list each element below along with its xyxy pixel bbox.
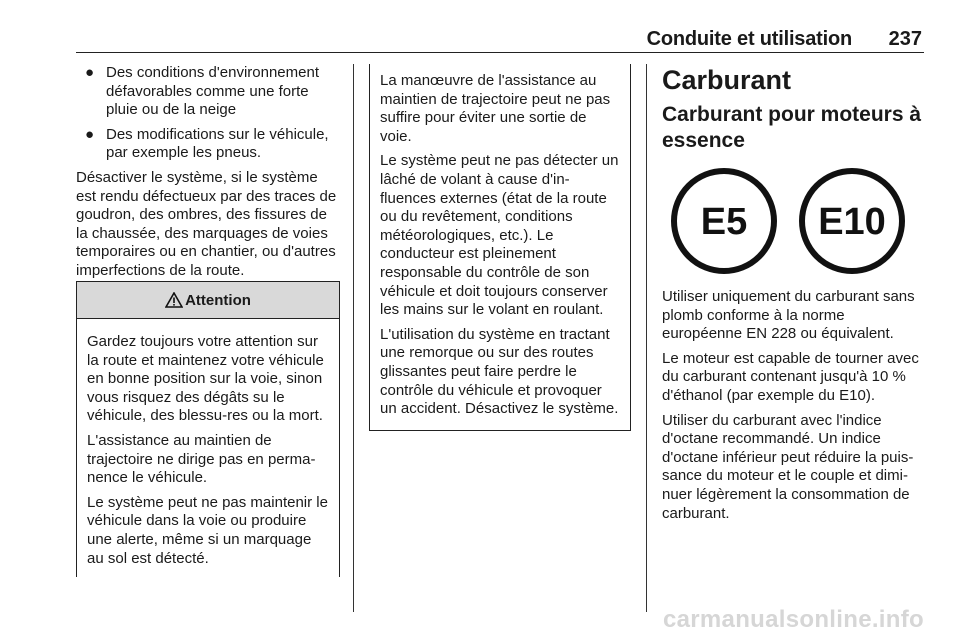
condition-list [76, 64, 341, 163]
attention-box [76, 281, 340, 577]
list-item [76, 64, 341, 120]
attention-paragraph: L'utilisation du système en tractant une remorque ou sur des routes glissantes peut faire perdre le contrôle du véhicule et provoquer un accident. Désactivez le système. [380, 325, 619, 418]
column-divider-1 [353, 64, 354, 612]
body-paragraph: Utiliser du carburant avec l'indice d'octane recommandé. Un indice d'octane inférieur peut réduire la puis-sance du moteur et le couple et dimi-nuer légèrement la consommation de carburant. [662, 411, 914, 522]
body-paragraph: Utiliser uniquement du carburant sans plomb conforme à la norme européenne EN 228 ou équivalent. [662, 288, 915, 343]
e5-logo-text: E5 [700, 201, 748, 243]
body-paragraph: Le moteur est capable de tourner avec du carburant contenant jusqu'à 10 % d'éthanol (par exemple du E10). [662, 349, 919, 404]
section-heading: Carburant [662, 65, 792, 95]
attention-paragraph: Gardez toujours votre attention sur la route et maintenez votre véhicule en bonne position sur la voie, sinon vous risquez des dégâts su le véhicule, des blessu-res ou la mort. [87, 333, 324, 425]
fuel-label-logos [662, 166, 926, 276]
attention-continuation-box [369, 64, 631, 431]
e10-logo-text: E10 [818, 201, 886, 243]
attention-header [77, 281, 339, 319]
attention-body [77, 319, 339, 568]
attention-paragraph: La manœuvre de l'assistance au maintien de trajectoire peut ne pas suffire pour éviter une sortie de voie. [380, 72, 611, 145]
column-1 [76, 64, 341, 287]
section-subheading: Carburant pour moteurs à essence [662, 103, 922, 152]
attention-title: Attention [185, 291, 251, 309]
warning-triangle-icon [165, 292, 183, 308]
attention-paragraph: Le système peut ne pas maintenir le véhicule dans la voie ou produire une alerte, même si un marquage au sol est détecté. [87, 493, 328, 567]
list-item-text: Des conditions d'environnement défavorables comme une forte pluie ou de la neige [106, 64, 319, 119]
attention-paragraph: Le système peut ne pas détecter un lâché de volant à cause d'in-fluences externes (état de la route ou du revêtement, conditions météorologiques, etc.). Le conducteur est pleinement responsable du contrôle de son véhicule et doit toujours conserver les mains sur le volant en roulant. [380, 152, 619, 319]
attention-continuation-body [370, 64, 630, 419]
body-paragraph: Désactiver le système, si le système est rendu défectueux par des traces de goudron, des ombres, des fissures de la chaussée, des marquages de voies temporaires ou en chantier, ou d'autres imperfections de la route. [76, 168, 337, 279]
list-item-text: Des modifications sur le véhicule, par exemple les pneus. [106, 125, 329, 162]
attention-paragraph: L'assistance au maintien de trajectoire ne dirige pas en perma-nence le véhicule. [87, 431, 316, 487]
column-3 [662, 64, 926, 529]
bullet-icon: ● [85, 64, 95, 81]
page-header [76, 26, 924, 53]
bullet-icon: ● [85, 125, 95, 143]
watermark: carmanualsonline.info [662, 606, 924, 633]
page-number: 237 [888, 28, 922, 50]
column-divider-2 [646, 64, 647, 612]
list-item [76, 126, 341, 163]
header-title: Conduite et utilisation [646, 28, 852, 50]
